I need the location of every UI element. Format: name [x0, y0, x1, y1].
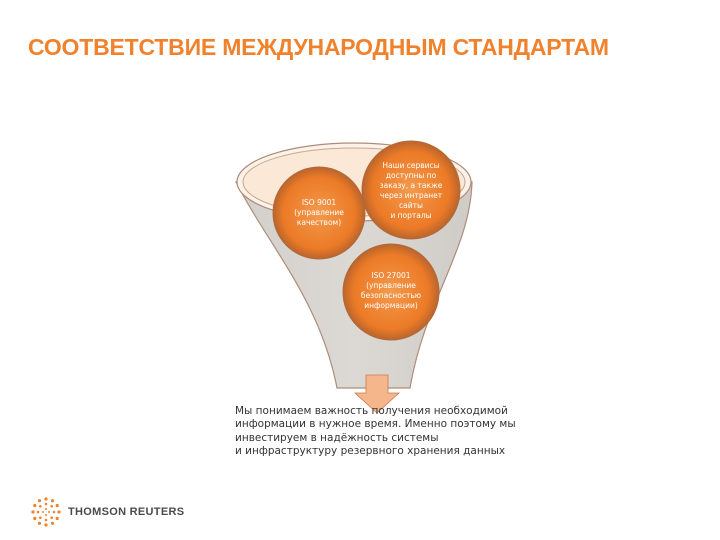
- circle-iso9001-label: ISO 9001 (управление качеством): [294, 198, 344, 227]
- circle-iso27001-label: ISO 27001 (управление безопасностью информации): [360, 271, 422, 310]
- thomson-reuters-logo-icon: [30, 496, 62, 528]
- page-title: СООТВЕТСТВИЕ МЕЖДУНАРОДНЫМ СТАНДАРТАМ: [28, 34, 609, 60]
- thomson-reuters-logo: [30, 495, 184, 529]
- circle-services-label: Наши сервисы доступны по заказу, а также через интранет сайты и порталы: [379, 161, 443, 220]
- logo-brand-text: THOMSON REUTERS: [68, 506, 185, 518]
- funnel-caption: Мы понимаем важность получения необходимой информации в нужное время. Именно поэтому мы инвестируем в надёжность системы и инфраструктуру резервного хранения данных: [235, 405, 516, 457]
